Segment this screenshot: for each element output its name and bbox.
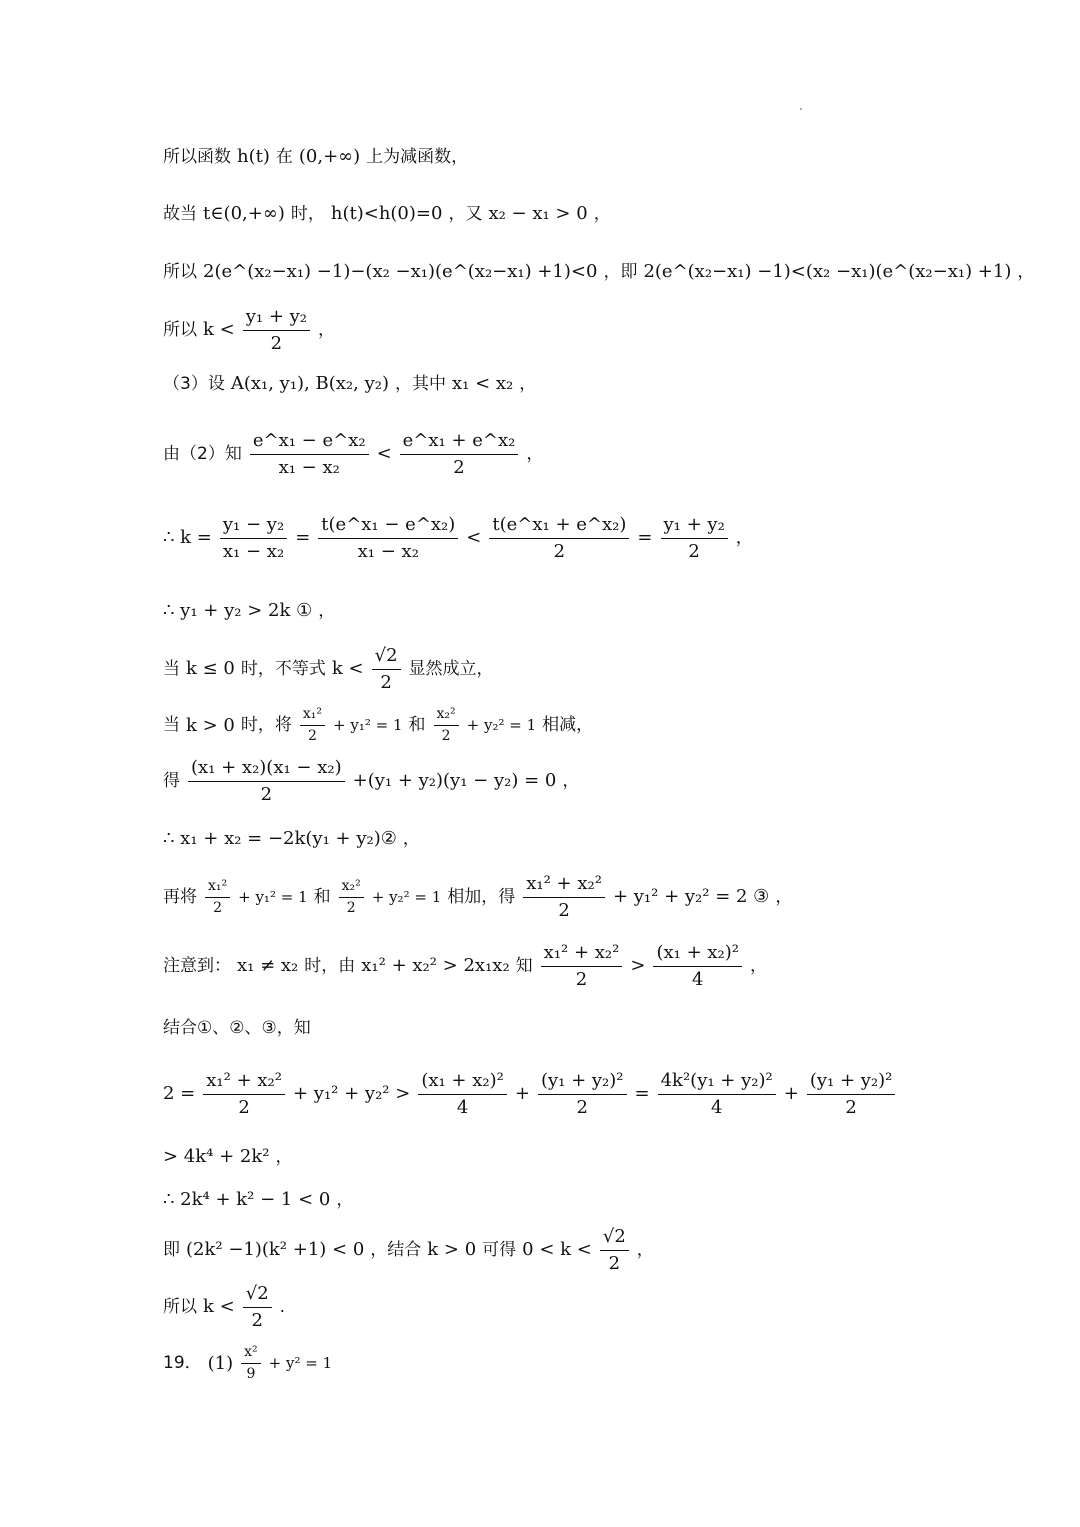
denominator: 2 — [575, 968, 588, 990]
text: 相减， — [542, 715, 594, 736]
math: = — [637, 527, 653, 549]
text: 所以 — [163, 1296, 197, 1317]
line-20 — [163, 1283, 1040, 1331]
text: 时，不等式 — [240, 658, 326, 679]
numerator: √2 — [600, 1226, 629, 1251]
numerator: x² — [241, 1344, 261, 1364]
text: ，结合 — [370, 1239, 422, 1260]
text: 时，将 — [240, 715, 292, 736]
punct: ， — [562, 770, 580, 791]
punct: ， — [1017, 261, 1035, 282]
math: = — [634, 1083, 650, 1105]
math: x₁² + x₂² > 2x₁x₂ — [361, 955, 510, 977]
text: ，其中 — [394, 373, 446, 394]
math: h(t)<h(0)=0 — [330, 203, 443, 224]
punct: ， — [318, 600, 336, 621]
punct: ， — [519, 373, 537, 394]
fraction — [188, 757, 345, 805]
math: (0,+∞) — [298, 146, 361, 167]
denominator: 2 — [608, 1252, 621, 1274]
text: 当 — [163, 715, 180, 736]
text: 即 — [163, 1239, 180, 1260]
denominator: 4 — [710, 1096, 723, 1118]
line-16 — [163, 1070, 1040, 1118]
fraction — [489, 514, 629, 562]
line-17 — [163, 1146, 1040, 1168]
punct: . — [279, 1296, 286, 1317]
numerator: e^x₁ − e^x₂ — [250, 430, 369, 455]
text: 知 — [515, 955, 533, 976]
denominator: x₁ − x₂ — [222, 540, 285, 562]
denominator: 2 — [558, 899, 570, 921]
denominator: 2 — [213, 899, 223, 916]
math: + — [783, 1083, 799, 1105]
math: t∈(0,+∞) — [203, 203, 285, 224]
text: 相加，得 — [447, 886, 516, 907]
fraction — [523, 873, 605, 921]
numerator: x₁² + x₂² — [541, 942, 623, 967]
line-4 — [163, 306, 1040, 354]
math: + y₁² + y₂² > — [292, 1083, 411, 1105]
math: 2 = — [163, 1083, 196, 1105]
text: 结合①、②、③，知 — [163, 1018, 311, 1038]
line-10 — [163, 706, 1040, 745]
text: 时， — [290, 203, 325, 224]
math: k < — [203, 1296, 235, 1318]
punct: ， — [402, 828, 420, 849]
fraction — [243, 306, 310, 354]
denominator: 4 — [456, 1096, 469, 1118]
math: + y₂² = 1 — [466, 716, 537, 735]
text: 可得 — [482, 1239, 517, 1260]
text: 故当 — [163, 203, 197, 224]
math: ∴ k = — [163, 527, 212, 549]
math: 2(e^(x₂−x₁) −1)<(x₂ −x₁)(e^(x₂−x₁) +1) — [643, 261, 1012, 282]
math: k > 0 — [427, 1239, 477, 1261]
math: < — [466, 527, 482, 549]
math: + y₂² = 1 — [371, 888, 442, 907]
line-1 — [163, 146, 1040, 168]
denominator: 2 — [845, 1096, 857, 1118]
text: 再将 — [163, 886, 197, 907]
text: 在 — [275, 146, 293, 167]
fraction — [538, 1070, 627, 1118]
math: x₂ − x₁ > 0 — [488, 203, 588, 224]
text: 所以函数 — [163, 146, 231, 167]
math: > — [630, 955, 646, 977]
fraction — [661, 514, 728, 562]
math: ∴ y₁ + y₂ > 2k ① — [163, 600, 313, 621]
punct: ， — [526, 443, 544, 464]
math: + y₁² = 1 — [333, 716, 403, 735]
fraction — [203, 1070, 285, 1118]
numerator: y₁ + y₂ — [661, 514, 728, 539]
denominator: 2 — [441, 727, 451, 744]
text: 和 — [313, 886, 331, 907]
text: 时，由 — [304, 955, 356, 976]
numerator: x₁² + x₂² — [203, 1070, 285, 1095]
fraction — [600, 1226, 629, 1274]
fraction — [205, 878, 230, 917]
denominator: 2 — [307, 727, 317, 744]
fraction — [807, 1070, 896, 1118]
line-15 — [163, 1018, 1040, 1038]
math: (1) — [207, 1352, 234, 1374]
text: ，又 — [448, 203, 483, 224]
math: x₁ ≠ x₂ — [237, 955, 299, 977]
line-14 — [163, 942, 1040, 990]
math: ∴ x₁ + x₂ = −2k(y₁ + y₂)② — [163, 828, 397, 849]
line-18 — [163, 1189, 1040, 1211]
numerator: e^x₁ + e^x₂ — [400, 430, 519, 455]
numerator: (x₁ + x₂)² — [418, 1070, 507, 1095]
scan-dot — [800, 108, 802, 110]
line-8 — [163, 600, 1040, 622]
numerator: x₁² — [205, 878, 230, 898]
numerator: t(e^x₁ − e^x₂) — [318, 514, 458, 539]
math: < — [376, 443, 392, 465]
numerator: (y₁ + y₂)² — [807, 1070, 896, 1095]
text: 由（2）知 — [163, 443, 242, 464]
numerator: t(e^x₁ + e^x₂) — [489, 514, 629, 539]
punct: ， — [593, 203, 611, 224]
math: + — [514, 1083, 530, 1105]
fraction — [372, 645, 401, 693]
fraction — [220, 514, 287, 562]
numerator: (x₁ + x₂)(x₁ − x₂) — [188, 757, 345, 782]
denominator: 2 — [453, 456, 465, 478]
numerator: x₂² — [339, 878, 364, 898]
denominator: 2 — [238, 1096, 250, 1118]
line-21 — [163, 1344, 1040, 1383]
math: = — [295, 527, 311, 549]
math: ∴ 2k⁴ + k² − 1 < 0 — [163, 1189, 331, 1210]
fraction — [318, 514, 458, 562]
numerator: √2 — [372, 645, 401, 670]
math: (2k² −1)(k² +1) < 0 — [186, 1239, 365, 1261]
line-6 — [163, 430, 1040, 478]
text: （3）设 — [163, 373, 225, 394]
line-7 — [163, 514, 1040, 562]
text: ，即 — [603, 261, 638, 282]
text: 所以 — [163, 319, 197, 340]
denominator: 2 — [260, 783, 273, 805]
math: +(y₁ + y₂)(y₁ − y₂) = 0 — [352, 770, 557, 792]
fraction — [658, 1070, 776, 1118]
numerator: 4k²(y₁ + y₂)² — [658, 1070, 776, 1095]
denominator: 9 — [246, 1365, 256, 1382]
denominator: x₁ − x₂ — [357, 540, 419, 562]
math: + y₁² + y₂² = 2 ③ — [612, 886, 770, 908]
numerator: √2 — [243, 1283, 272, 1308]
numerator: (y₁ + y₂)² — [538, 1070, 627, 1095]
fraction — [434, 706, 459, 745]
denominator: 2 — [688, 540, 700, 562]
text: 注意到： — [163, 955, 231, 976]
fraction — [250, 430, 369, 478]
punct: ， — [735, 527, 753, 548]
math: + y² = 1 — [268, 1354, 333, 1373]
numerator: x₂² — [434, 706, 459, 726]
text: 上为减函数， — [366, 146, 469, 167]
fraction — [241, 1344, 261, 1383]
punct: ， — [275, 1146, 293, 1167]
numerator: x₁² — [300, 706, 325, 726]
fraction — [541, 942, 623, 990]
text: 所以 — [163, 261, 197, 282]
line-19 — [163, 1226, 1040, 1274]
punct: ， — [636, 1239, 654, 1260]
numerator: x₁² + x₂² — [523, 873, 605, 898]
question-number: 19． — [163, 1353, 202, 1374]
fraction — [300, 706, 325, 745]
math: h(t) — [237, 146, 270, 167]
text: 得 — [163, 770, 180, 791]
punct: ， — [750, 955, 767, 976]
fraction — [243, 1283, 272, 1331]
denominator: 2 — [251, 1309, 263, 1331]
math: k ≤ 0 — [186, 658, 235, 680]
math: k < — [331, 658, 364, 680]
line-2 — [163, 203, 1040, 225]
fraction — [653, 942, 742, 990]
math: > 4k⁴ + 2k² — [163, 1146, 270, 1167]
math: x₁ < x₂ — [451, 373, 514, 394]
fraction — [400, 430, 519, 478]
denominator: 2 — [346, 899, 356, 916]
numerator: (x₁ + x₂)² — [653, 942, 742, 967]
punct: ， — [775, 886, 793, 907]
math: k < — [203, 319, 235, 341]
text: 和 — [408, 715, 426, 736]
punct: ， — [318, 319, 336, 340]
denominator: 2 — [576, 1096, 588, 1118]
math: A(x₁, y₁), B(x₂, y₂) — [230, 373, 389, 394]
line-11 — [163, 757, 1040, 805]
denominator: 2 — [380, 671, 392, 693]
line-3 — [163, 261, 1040, 283]
math: + y₁² = 1 — [238, 888, 308, 907]
line-13 — [163, 873, 1040, 921]
math: k > 0 — [186, 714, 235, 736]
denominator: 4 — [692, 968, 704, 990]
line-9 — [163, 645, 1040, 693]
punct: ， — [336, 1189, 354, 1210]
math: 2(e^(x₂−x₁) −1)−(x₂ −x₁)(e^(x₂−x₁) +1)<0 — [203, 261, 598, 282]
denominator: 2 — [270, 332, 283, 354]
denominator: x₁ − x₂ — [278, 456, 340, 478]
text: 当 — [163, 658, 180, 679]
line-12 — [163, 828, 1040, 850]
numerator: y₁ + y₂ — [243, 306, 310, 331]
text: 显然成立， — [408, 658, 494, 679]
numerator: y₁ − y₂ — [220, 514, 287, 539]
fraction — [418, 1070, 507, 1118]
fraction — [339, 878, 364, 917]
math: 0 < k < — [522, 1239, 592, 1261]
denominator: 2 — [553, 540, 566, 562]
line-5 — [163, 373, 1040, 395]
